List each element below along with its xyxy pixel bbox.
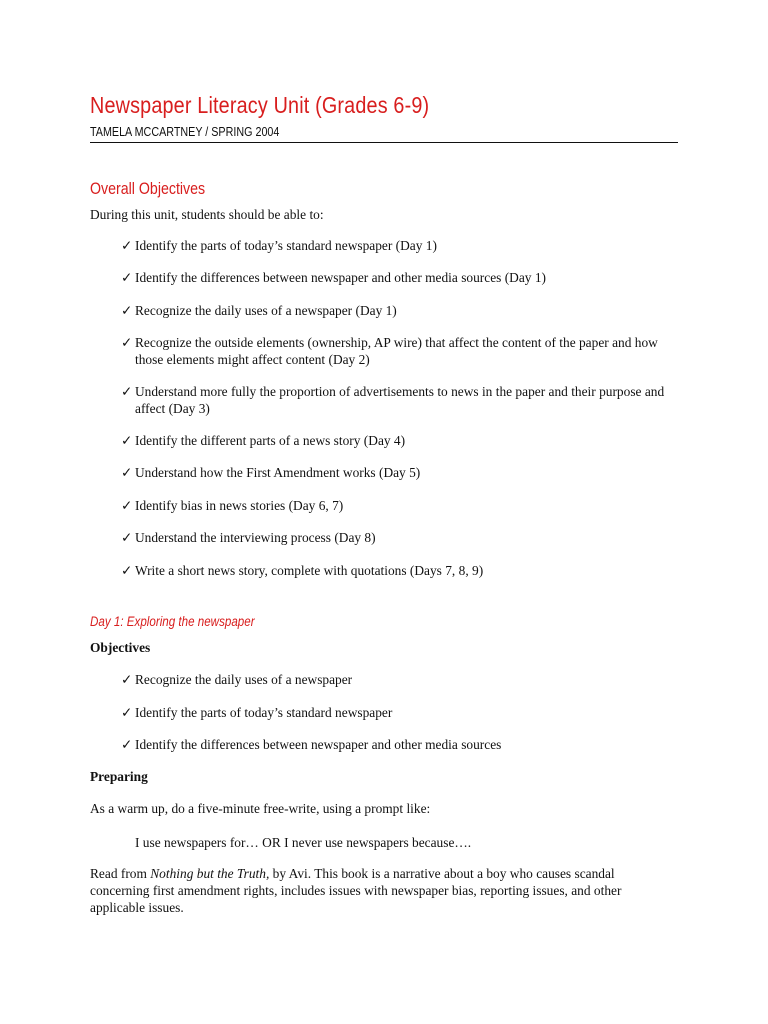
overall-objective-item [121,269,681,286]
book-title: Nothing but the Truth, [150,866,270,881]
checkmark-icon: ✓ [121,335,133,350]
objective-text: Recognize the daily uses of a newspaper (Day 1) [135,303,397,318]
checkmark-icon: ✓ [121,498,133,513]
overall-objective-item [121,432,681,449]
checkmark-icon: ✓ [121,270,133,285]
author-byline: TAMELA MCCARTNEY / SPRING 2004 [90,125,280,139]
overall-objective-item [121,383,681,417]
warmup-instruction: As a warm up, do a five-minute free-write, using a prompt like: [90,801,431,816]
objective-text: Write a short news story, complete with quotations (Days 7, 8, 9) [135,563,484,578]
checkmark-icon: ✓ [121,384,133,399]
document-title: Newspaper Literacy Unit (Grades 6-9) [90,92,430,118]
day1-heading: Day 1: Exploring the newspaper [90,614,255,629]
checkmark-icon: ✓ [121,737,133,752]
checkmark-icon: ✓ [121,530,133,545]
checkmark-icon: ✓ [121,563,133,578]
checkmark-icon: ✓ [121,705,133,720]
overall-objective-item [121,497,681,514]
day1-objective-item [121,704,681,721]
reading-text-rest: by Avi. This book is a narrative about a boy who causes scandal concerning first amendment rights, includes issues with newspaper bias, reporting issues, and other applicable issues. [90,866,622,915]
overall-intro: During this unit, students should be able to: [90,207,324,222]
objective-text: Identify the parts of today’s standard newspaper (Day 1) [135,238,437,253]
objective-text: Understand the interviewing process (Day 8) [135,530,376,545]
preparing-label: Preparing [90,769,148,784]
objective-text: Recognize the daily uses of a newspaper [135,672,353,687]
day1-objectives-label: Objectives [90,640,151,655]
freewrite-prompt: I use newspapers for… OR I never use newspapers because…. [135,835,472,850]
objective-text: Understand more fully the proportion of advertisements to news in the paper and their purpose and affect (Day 3) [135,384,665,416]
objective-text: Identify the parts of today’s standard newspaper [135,705,393,720]
checkmark-icon: ✓ [121,433,133,448]
objective-text: Identify bias in news stories (Day 6, 7) [135,498,344,513]
objective-text: Identify the different parts of a news story (Day 4) [135,433,406,448]
reading-text-start: Read from [90,866,151,881]
objective-text: Identify the differences between newspaper and other media sources [135,737,502,752]
overall-objectives-heading: Overall Objectives [90,180,206,198]
overall-objective-item [121,334,681,368]
overall-objective-item [121,237,681,254]
reading-paragraph [90,865,650,916]
objective-text: Recognize the outside elements (ownership, AP wire) that affect the content of the paper and how those elements might affect content (Day 2) [135,335,658,367]
checkmark-icon: ✓ [121,238,133,253]
day1-objective-item [121,736,681,753]
overall-objective-item [121,562,681,579]
objective-text: Understand how the First Amendment works (Day 5) [135,465,421,480]
overall-objective-item [121,529,681,546]
checkmark-icon: ✓ [121,465,133,480]
header-divider [90,142,678,143]
checkmark-icon: ✓ [121,672,133,687]
day1-objective-item [121,671,681,688]
objective-text: Identify the differences between newspaper and other media sources (Day 1) [135,270,546,285]
checkmark-icon: ✓ [121,303,133,318]
overall-objective-item [121,302,681,319]
overall-objective-item [121,464,681,481]
